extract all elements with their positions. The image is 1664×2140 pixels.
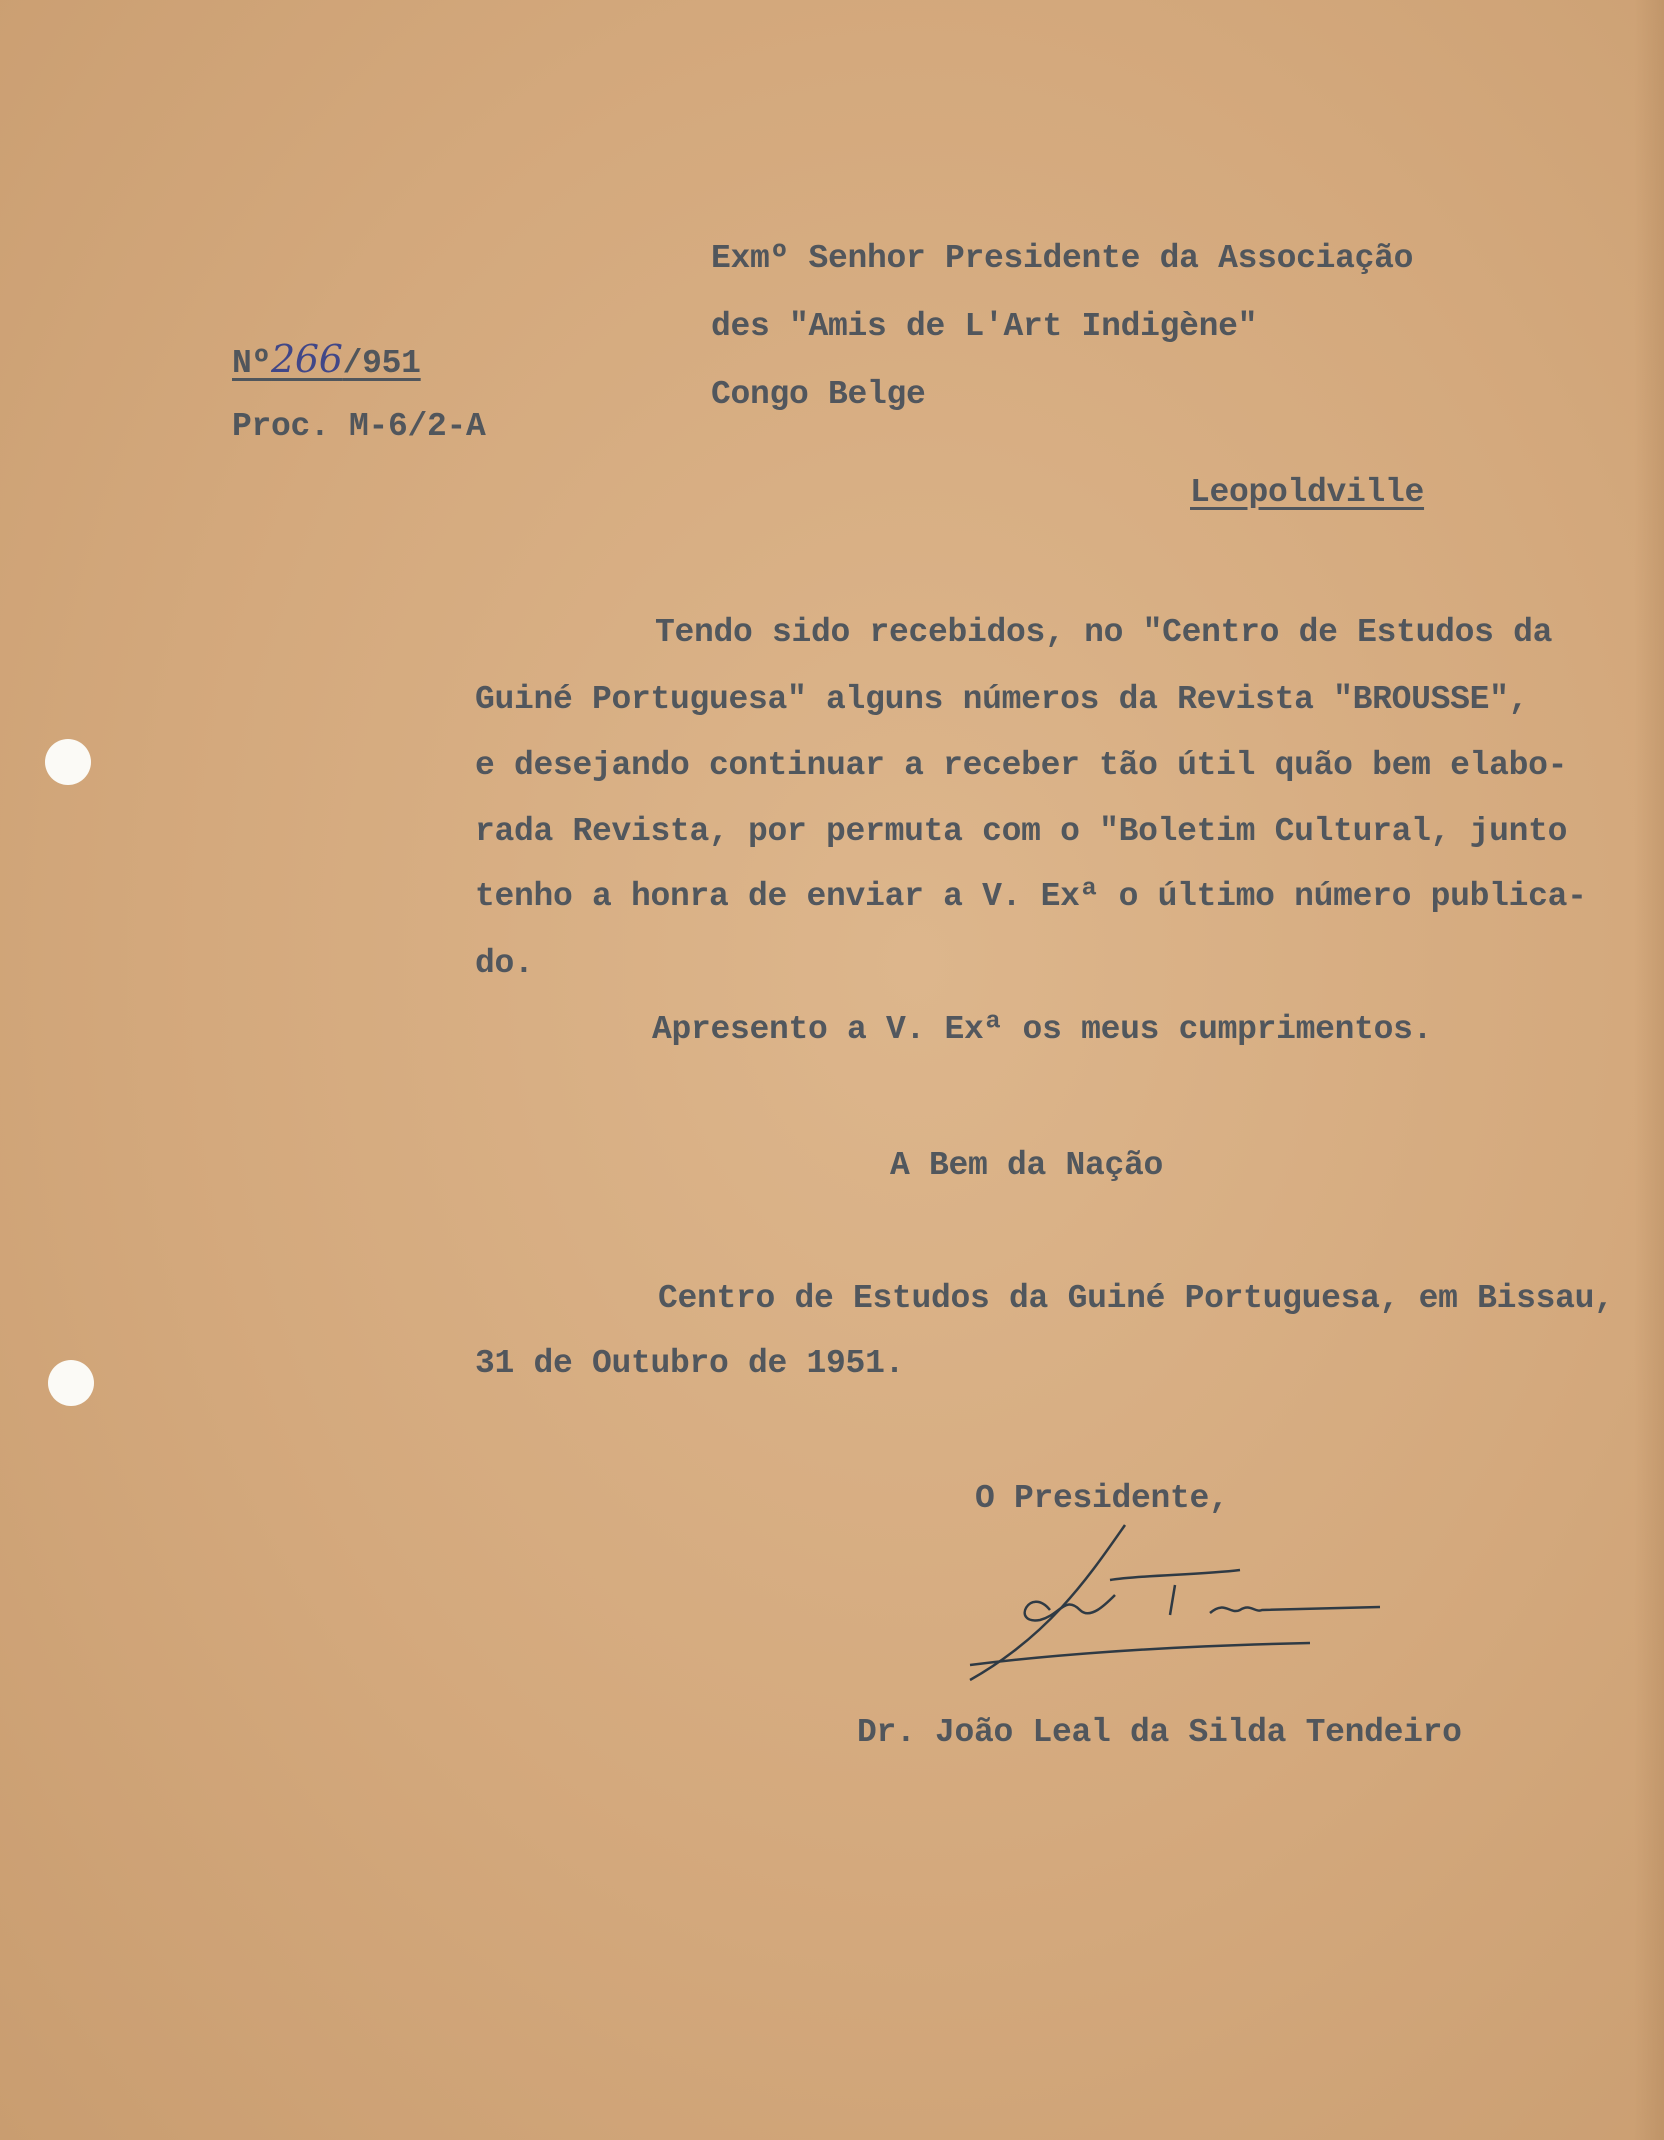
body-line: e desejando continuar a receber tão útil quão bem elabo-: [475, 747, 1568, 784]
body-line: tenho a honra de enviar a V. Exª o último número publica-: [475, 878, 1587, 915]
body-line: do.: [475, 945, 534, 982]
body-line: Tendo sido recebidos, no "Centro de Estudos da: [655, 614, 1553, 651]
punch-hole: [48, 1360, 94, 1406]
body-line: rada Revista, por permuta com o "Boletim Cultural, junto: [475, 813, 1568, 850]
addressee-line: Exmº Senhor Presidente da Associação: [711, 240, 1414, 277]
handwritten-number: 266: [271, 337, 343, 381]
body-line: Guiné Portuguesa" alguns números da Revista "BROUSSE",: [475, 681, 1529, 718]
reference-number: [232, 337, 421, 382]
addressee-line: Congo Belge: [711, 376, 926, 413]
paper-edge-shadow: [1634, 0, 1664, 2140]
process-reference: Proc. M-6/2-A: [232, 408, 486, 445]
number-prefix: Nº: [232, 345, 272, 382]
addressee-city: Leopoldville: [1190, 474, 1425, 511]
addressee-line: des "Amis de L'Art Indigène": [711, 308, 1258, 345]
place-line: Centro de Estudos da Guiné Portuguesa, em Bissau,: [658, 1280, 1614, 1317]
signatory-name: Dr. João Leal da Silda Tendeiro: [857, 1714, 1462, 1751]
handwritten-signature: [940, 1515, 1400, 1695]
date-line: 31 de Outubro de 1951.: [475, 1345, 905, 1382]
closing-line: Apresento a V. Exª os meus cumprimentos.: [652, 1011, 1433, 1048]
signatory-title: O Presidente,: [975, 1480, 1229, 1517]
number-suffix: /951: [342, 345, 421, 382]
punch-hole: [45, 739, 91, 785]
motto: A Bem da Nação: [890, 1147, 1164, 1184]
